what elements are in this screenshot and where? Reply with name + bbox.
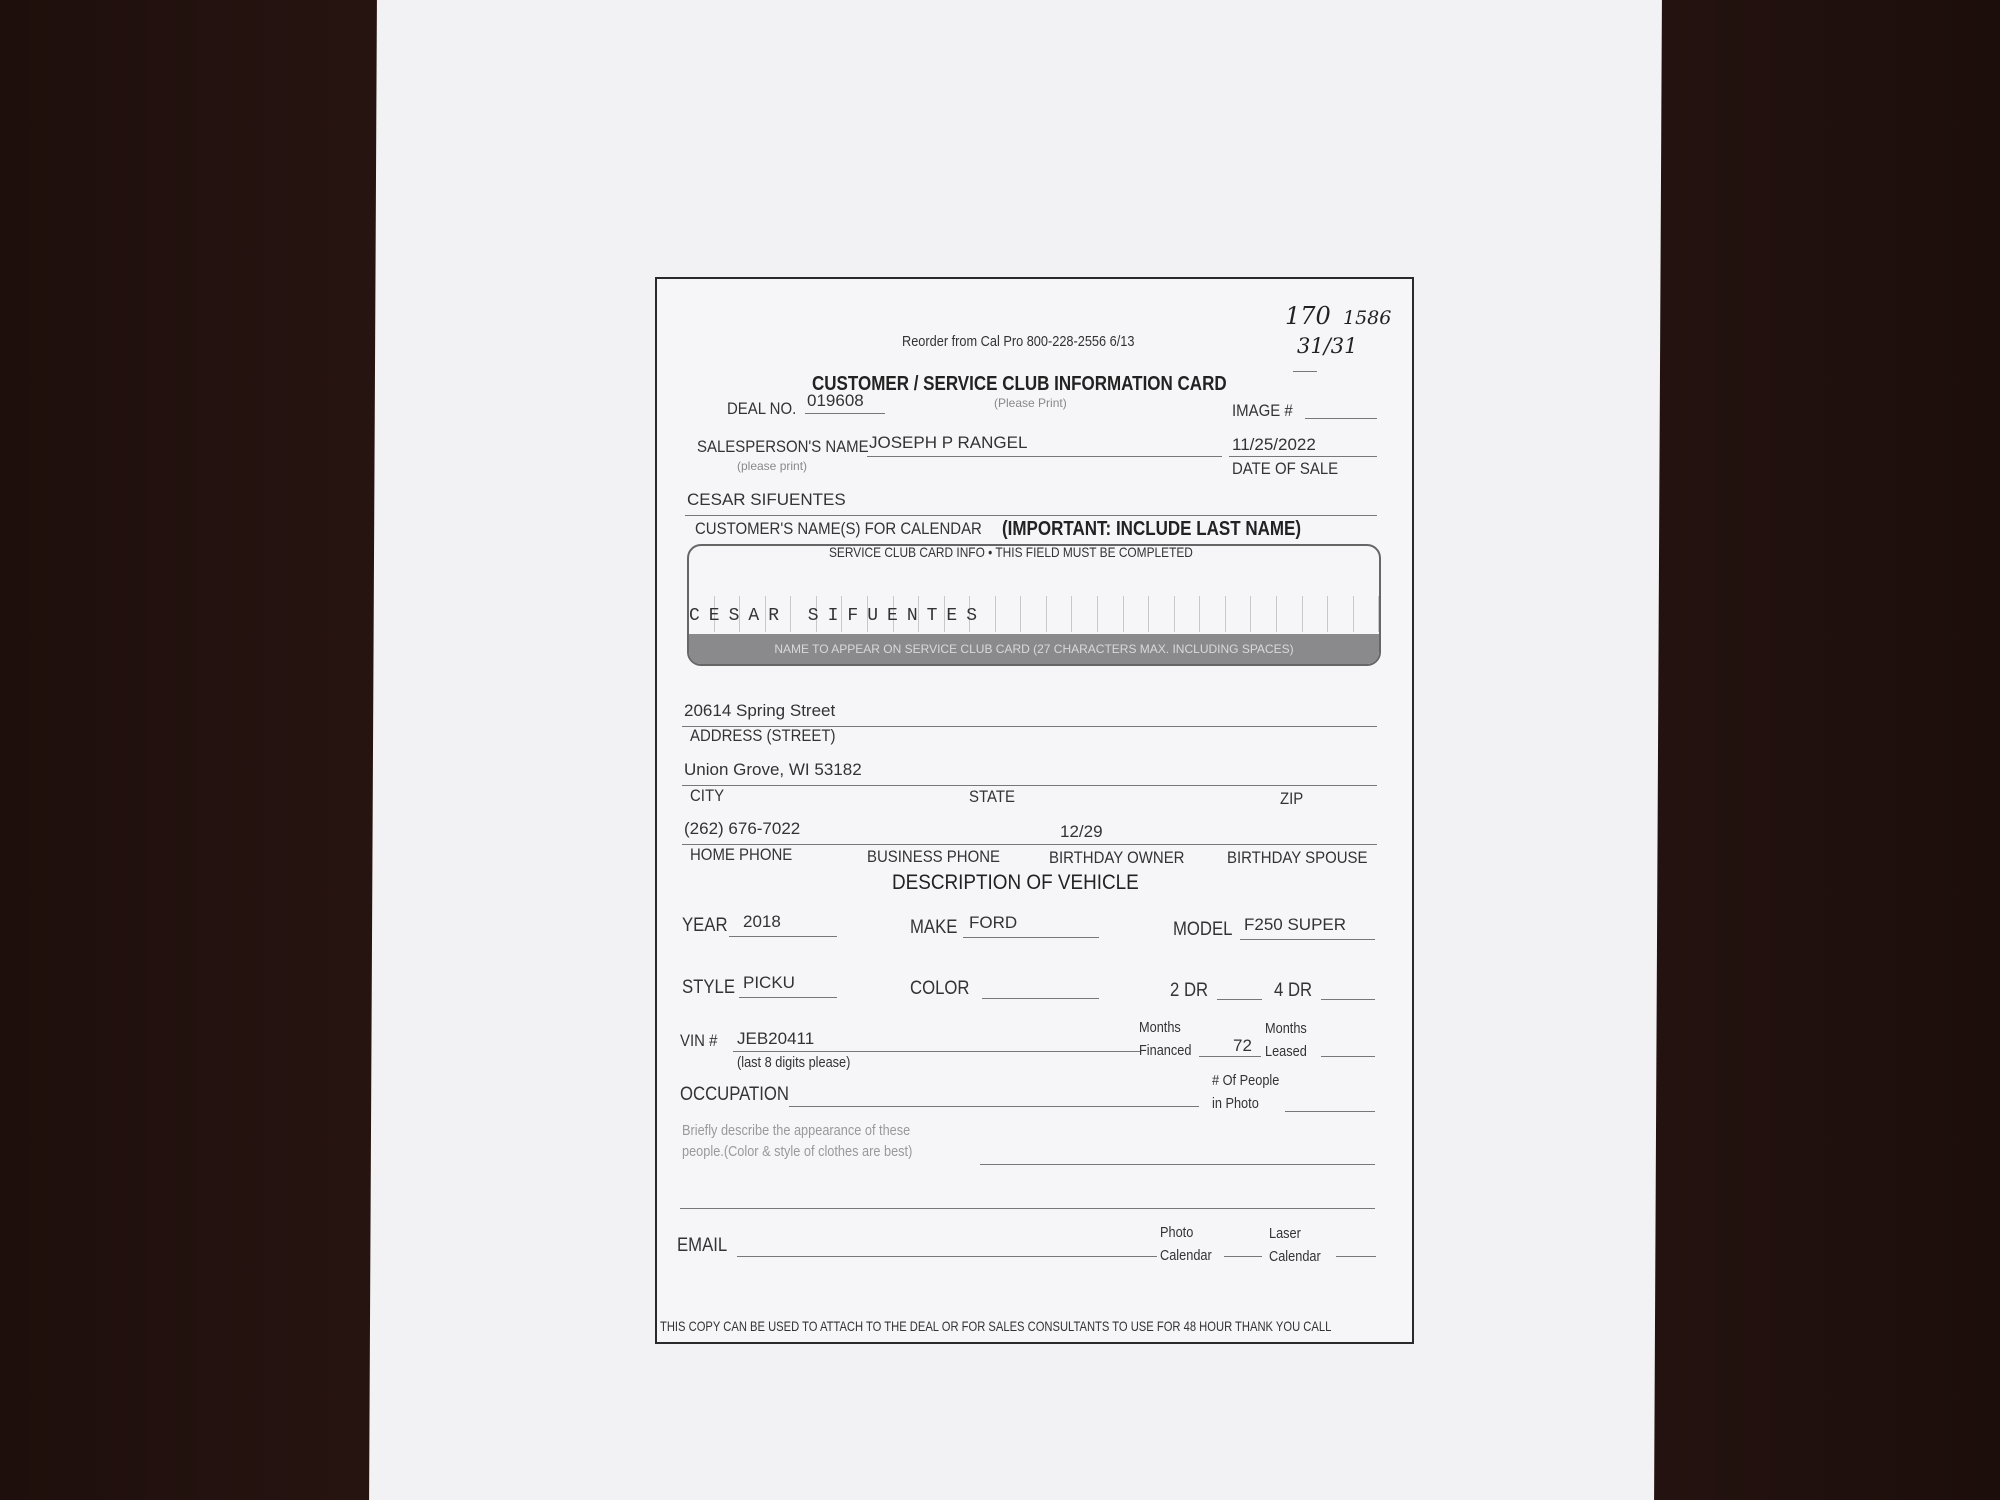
describe-line-1 [980,1164,1375,1165]
home-phone-value: (262) 676-7022 [684,819,801,838]
year-label: YEAR [682,915,728,936]
info-card [655,277,1414,1344]
style-value: PICKU [743,973,795,992]
leased-line [1321,1056,1375,1057]
street-label: ADDRESS (STREET) [690,726,836,745]
service-club-name: CESAR SIFUENTES [689,606,987,626]
service-club-footer: NAME TO APPEAR ON SERVICE CLUB CARD (27 CHARACTERS MAX. INCLUDING SPACES) [689,634,1379,664]
laser-calendar-line [1336,1256,1376,1257]
style-line [739,997,837,998]
two-door-line [1217,999,1262,1000]
business-phone-label: BUSINESS PHONE [867,847,1001,866]
four-door-label: 4 DR [1274,980,1313,1001]
customer-name-label: CUSTOMER'S NAME(S) FOR CALENDAR [695,519,982,538]
please-print-note: (Please Print) [994,396,1067,410]
model-label: MODEL [1173,919,1233,940]
important-note: (IMPORTANT: INCLUDE LAST NAME) [1002,518,1302,540]
year-value: 2018 [743,912,781,931]
make-value: FORD [969,913,1018,932]
photo-calendar-label-1: Photo [1160,1224,1194,1241]
date-of-sale-value: 11/25/2022 [1232,435,1316,454]
describe-label-2: people.(Color & style of clothes are best) [682,1143,913,1160]
photo-calendar-label-2: Calendar [1160,1247,1212,1264]
zip-label: ZIP [1280,789,1304,808]
handwritten-number-1: 170 [1285,302,1331,330]
city-value: Union Grove, WI 53182 [684,760,862,779]
handwritten-underline [1293,371,1317,372]
laser-calendar-label-2: Calendar [1269,1248,1321,1265]
deal-no-label: DEAL NO. [727,399,797,418]
occupation-line [789,1106,1199,1107]
home-phone-label: HOME PHONE [690,845,793,864]
email-line [737,1256,1157,1257]
birthday-owner-value: 12/29 [1060,822,1103,841]
vin-line [733,1051,1141,1052]
people-line [1285,1111,1375,1112]
city-line [682,785,1377,786]
vin-value: JEB20411 [737,1029,815,1048]
make-line [963,937,1099,938]
customer-name-line [685,515,1377,516]
people-in-photo-label-2: in Photo [1212,1095,1259,1112]
photo-calendar-line [1224,1256,1262,1257]
describe-label-1: Briefly describe the appearance of these [682,1122,911,1139]
months-leased-label-1: Months [1265,1020,1307,1037]
state-label: STATE [969,787,1015,806]
model-line [1240,939,1375,940]
style-label: STYLE [682,977,735,998]
image-line [1305,418,1377,419]
vin-note: (last 8 digits please) [737,1054,851,1071]
deal-no-value: 019608 [807,391,864,410]
two-door-label: 2 DR [1170,980,1209,1001]
handwritten-number-2: 1586 [1343,307,1392,329]
laser-calendar-label-1: Laser [1269,1225,1301,1242]
salesperson-label: SALESPERSON'S NAME [697,437,869,456]
card-title: CUSTOMER / SERVICE CLUB INFORMATION CARD [812,373,1227,395]
deal-no-line [805,413,885,414]
image-label: IMAGE # [1232,401,1293,420]
four-door-line [1321,999,1375,1000]
months-leased-label-2: Leased [1265,1043,1307,1060]
service-club-box [687,544,1381,666]
handwritten-count: 31/31 [1297,334,1358,358]
financed-line [1199,1056,1261,1057]
months-financed-label-2: Financed [1139,1042,1192,1059]
customer-name-value: CESAR SIFUENTES [687,490,846,509]
year-line [729,936,837,937]
please-print-small: (please print) [737,459,808,473]
salesperson-value: JOSEPH P RANGEL [869,433,1028,452]
people-in-photo-label-1: # Of People [1212,1072,1280,1089]
reorder-note: Reorder from Cal Pro 800-228-2556 6/13 [902,333,1135,350]
service-club-header: SERVICE CLUB CARD INFO • THIS FIELD MUST BE COMPLETED [829,544,1193,560]
date-of-sale-label: DATE OF SALE [1232,459,1339,478]
birthday-spouse-label: BIRTHDAY SPOUSE [1227,848,1368,867]
card-footer: THIS COPY CAN BE USED TO ATTACH TO THE DEAL OR FOR SALES CONSULTANTS TO USE FOR 48 HOUR THANK YOU CALL [660,1318,1332,1334]
street-value: 20614 Spring Street [684,701,836,720]
months-financed-label-1: Months [1139,1019,1181,1036]
city-label: CITY [690,786,725,805]
salesperson-line [867,456,1222,457]
model-value: F250 SUPER [1244,915,1347,934]
vin-label: VIN # [680,1031,718,1050]
email-label: EMAIL [677,1235,728,1256]
color-line [982,998,1099,999]
months-financed-value: 72 [1233,1036,1252,1055]
birthday-owner-label: BIRTHDAY OWNER [1049,848,1185,867]
describe-line-2 [680,1208,1375,1209]
vehicle-section-title: DESCRIPTION OF VEHICLE [892,871,1139,894]
make-label: MAKE [910,917,958,938]
date-line [1229,456,1377,457]
color-label: COLOR [910,978,970,999]
occupation-label: OCCUPATION [680,1084,789,1105]
